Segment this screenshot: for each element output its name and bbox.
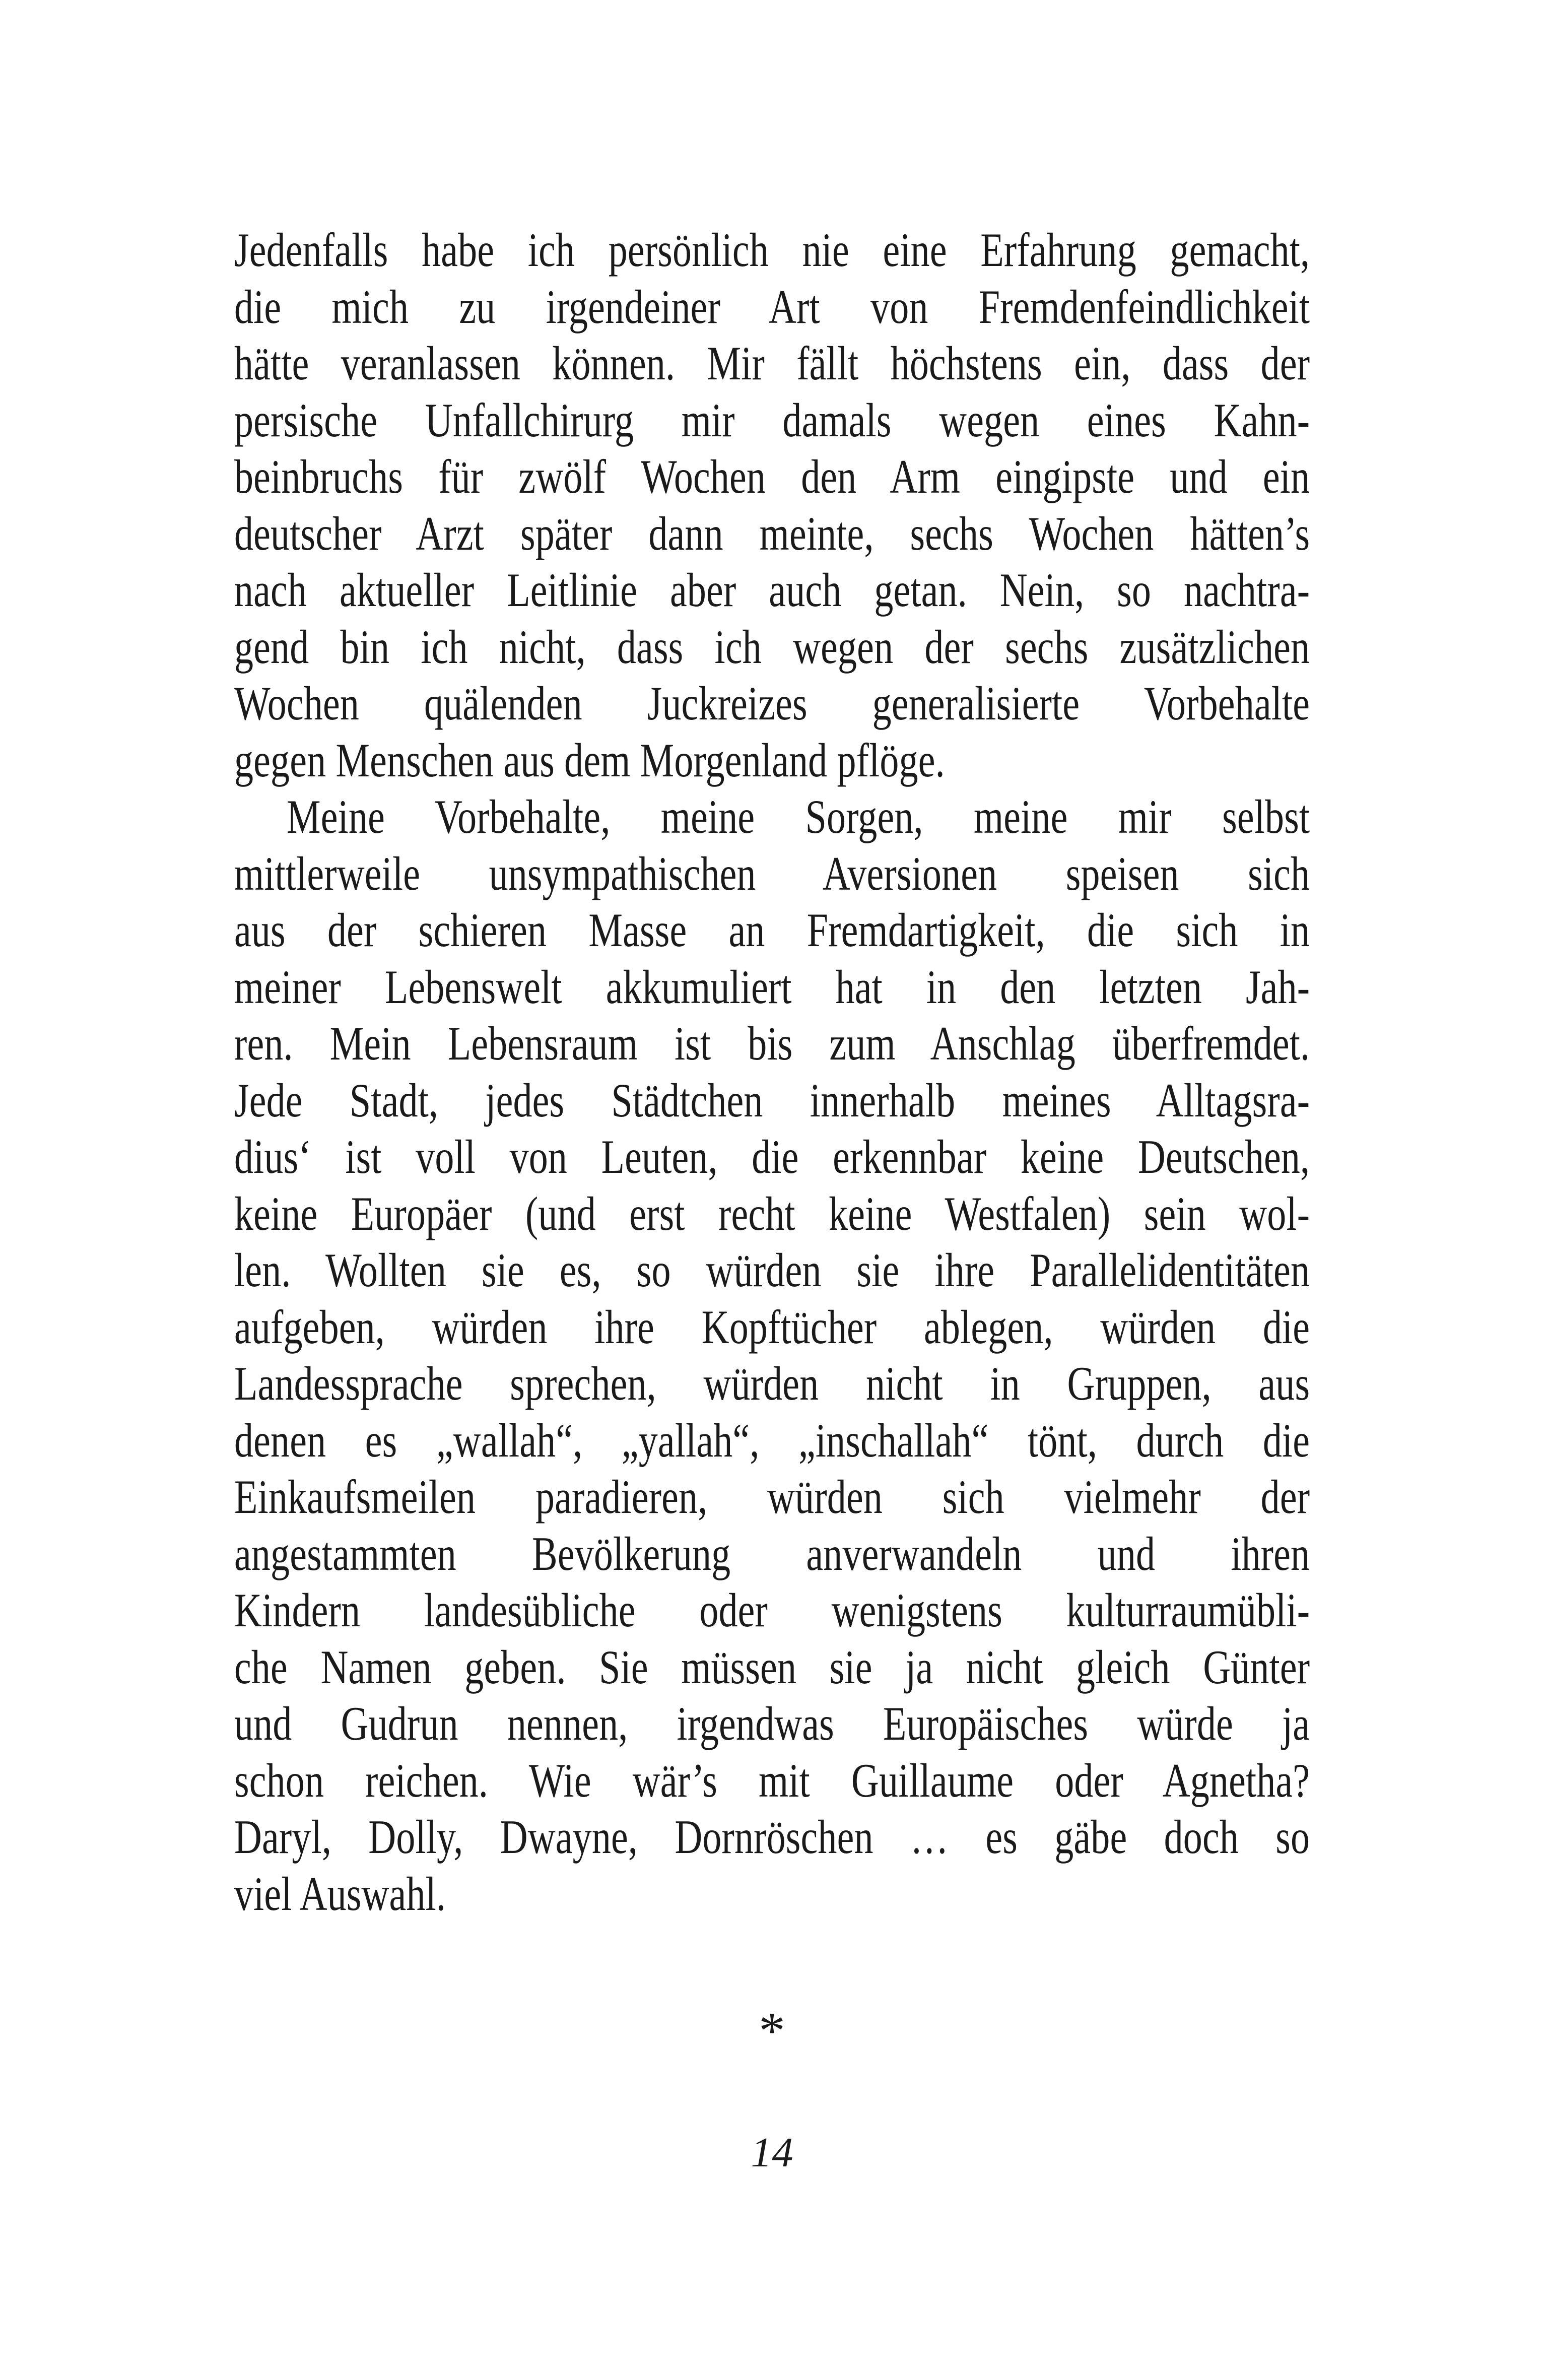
paragraph [234,222,1310,788]
text-line: denen es „wallah“, „yallah“, „inschallah“ tönt, durch die [234,1413,1310,1467]
text-line: gend bin ich nicht, dass ich wegen der sechs zusätzlichen [234,620,1310,674]
text-block [234,222,1310,1922]
text-line: Einkaufsmeilen paradieren, würden sich vielmehr der [234,1470,1310,1524]
text-line: aufgeben, würden ihre Kopftücher ablegen, würden die [234,1300,1310,1354]
text-line: viel Auswahl. [234,1867,446,1921]
text-line: dius‘ ist voll von Leuten, die erkennbar keine Deutschen, [234,1130,1310,1183]
text-line: die mich zu irgendeiner Art von Fremdenfeindlichkeit [234,280,1310,334]
text-line: und Gudrun nennen, irgendwas Europäisches würde ja [234,1697,1310,1750]
text-line: gegen Menschen aus dem Morgenland pflöge. [234,733,945,787]
text-line: hätte veranlassen können. Mir fällt höchstens ein, dass der [234,337,1310,390]
text-line: meiner Lebenswelt akkumuliert hat in den letzten Jah- [234,960,1310,1014]
text-line: schon reichen. Wie wär’s mit Guillaume oder Agnetha? [234,1753,1310,1807]
text-line: keine Europäer (und erst recht keine Westfalen) sein wol- [234,1186,1310,1240]
text-line: mittlerweile unsympathischen Aversionen speisen sich [234,846,1310,900]
text-line: Daryl, Dolly, Dwayne, Dornröschen … es gäbe doch so [234,1810,1310,1864]
text-line: deutscher Arzt später dann meinte, sechs Wochen hätten’s [234,506,1310,560]
text-line: len. Wollten sie es, so würden sie ihre Parallelidentitäten [234,1243,1310,1297]
text-line: beinbruchs für zwölf Wochen den Arm eingipste und ein [234,450,1310,503]
text-line: Meine Vorbehalte, meine Sorgen, meine mir selbst [287,790,1310,843]
text-line: ren. Mein Lebensraum ist bis zum Anschlag überfremdet. [234,1017,1310,1070]
text-line: Jede Stadt, jedes Städtchen innerhalb meines Alltagsra- [234,1073,1310,1127]
text-line: che Namen geben. Sie müssen sie ja nicht gleich Günter [234,1640,1310,1694]
text-line: nach aktueller Leitlinie aber auch getan. Nein, so nachtra- [234,563,1310,617]
paragraph [234,788,1310,1922]
text-line: aus der schieren Masse an Fremdartigkeit, die sich in [234,903,1310,957]
text-line: Jedenfalls habe ich persönlich nie eine Erfahrung gemacht, [234,223,1310,277]
text-line: angestammten Bevölkerung anverwandeln und ihren [234,1527,1310,1580]
page-number: 14 [751,2129,793,2176]
text-line: Wochen quälenden Juckreizes generalisierte Vorbehalte [234,677,1310,730]
section-separator: * [759,2001,785,2060]
text-line: Kindern landesübliche oder wenigstens kulturraumübli- [234,1583,1310,1637]
text-line: persische Unfallchirurg mir damals wegen eines Kahn- [234,393,1310,447]
text-line: Landessprache sprechen, würden nicht in Gruppen, aus [234,1357,1310,1410]
